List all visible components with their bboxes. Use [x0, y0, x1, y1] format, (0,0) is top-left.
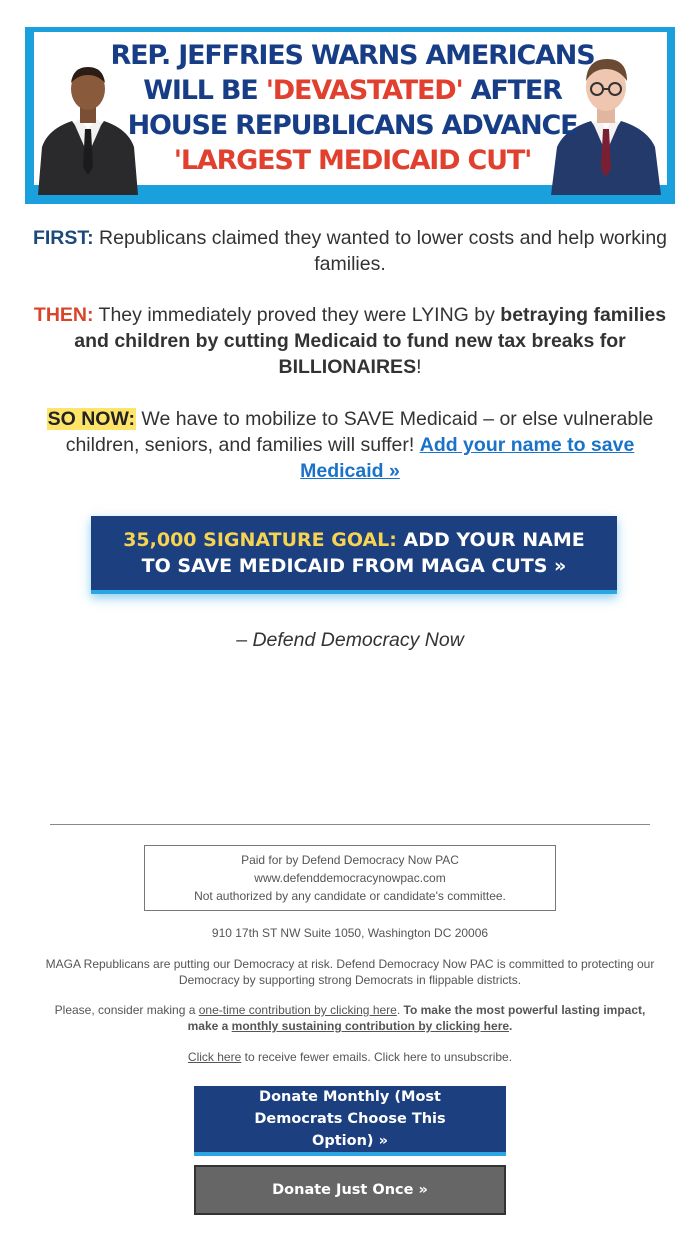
- footer-divider: [50, 824, 650, 825]
- donate-once-button[interactable]: [194, 1165, 506, 1215]
- contrib-pre: Please, consider making a: [54, 1003, 199, 1017]
- headline-line-1: REP. JEFFRIES WARNS AMERICANS: [110, 40, 595, 71]
- headline-line-3: HOUSE REPUBLICANS ADVANCE: [127, 110, 578, 141]
- footer-fewer-emails: [40, 1049, 660, 1065]
- donate-once-label: Donate Just Once »: [272, 1182, 428, 1198]
- paragraph-then-bold: betraying families and children by cutting Medicaid to fund new tax breaks for BILLIONAIRES: [74, 304, 667, 378]
- one-time-contribution-link[interactable]: one-time contribution by clicking here: [198, 1003, 397, 1017]
- signature-goal-button[interactable]: [91, 516, 617, 594]
- paid-for-box: [144, 845, 556, 911]
- fewer-emails-text: to receive fewer emails. Click here to unsubscribe.: [241, 1050, 513, 1064]
- footer-mission: MAGA Republicans are putting our Democracy at risk. Defend Democracy Now PAC is committed to protecting our Democracy by supporting strong Democrats in flippable districts.: [45, 957, 655, 987]
- paragraph-first: [25, 225, 675, 277]
- headline-devastated: 'DEVASTATED': [265, 75, 463, 106]
- signature: – Defend Democracy Now: [236, 629, 464, 651]
- headline-line-2-pre: WILL BE: [143, 75, 266, 106]
- banner-inner: [34, 32, 667, 195]
- label-first: FIRST:: [32, 227, 94, 249]
- paid-for-disclaimer: Not authorized by any candidate or candidate's committee.: [194, 889, 506, 903]
- header-banner: [25, 27, 675, 204]
- cta-white-text: ADD YOUR NAME TO SAVE MEDICAID FROM MAGA CUTS »: [141, 529, 585, 577]
- donate-monthly-label: Donate Monthly (Most Democrats Choose This Option) »: [254, 1089, 446, 1149]
- headline-line-4: 'LARGEST MEDICAID CUT': [173, 145, 532, 176]
- contrib-mid: .: [396, 1003, 404, 1017]
- contrib-bold: To make the most powerful lasting impact, make a: [187, 1003, 646, 1033]
- donate-monthly-button[interactable]: [194, 1086, 506, 1156]
- label-so-now: SO NOW:: [47, 408, 135, 430]
- banner-headline: [110, 38, 595, 178]
- paragraph-then-text: They immediately proved they were LYING by: [93, 304, 501, 326]
- label-then: THEN:: [33, 304, 94, 326]
- footer-contribution: [40, 1002, 660, 1034]
- fewer-emails-link[interactable]: Click here: [187, 1050, 242, 1064]
- paid-for-website: www.defenddemocracynowpac.com: [254, 871, 446, 885]
- add-name-link[interactable]: Add your name to save Medicaid »: [300, 434, 635, 482]
- cta-label: [107, 527, 601, 579]
- paragraph-so-now: [25, 406, 675, 484]
- contrib-end: .: [509, 1019, 513, 1033]
- paragraph-then: [25, 302, 675, 380]
- monthly-contribution-link[interactable]: monthly sustaining contribution by clicking here: [231, 1019, 510, 1033]
- paragraph-then-end: !: [416, 356, 422, 378]
- cta-gold-text: 35,000 SIGNATURE GOAL:: [123, 529, 397, 551]
- headline-line-2: [110, 73, 595, 108]
- headline-line-2-post: AFTER: [462, 75, 562, 106]
- paragraph-so-now-text: We have to mobilize to SAVE Medicaid – or else vulnerable children, seniors, and families will suffer!: [65, 408, 654, 456]
- footer-address: 910 17th ST NW Suite 1050, Washington DC 20006: [211, 926, 489, 940]
- paid-for-line: Paid for by Defend Democracy Now PAC: [241, 853, 459, 867]
- paragraph-first-text: Republicans claimed they wanted to lower costs and help working families.: [93, 227, 668, 275]
